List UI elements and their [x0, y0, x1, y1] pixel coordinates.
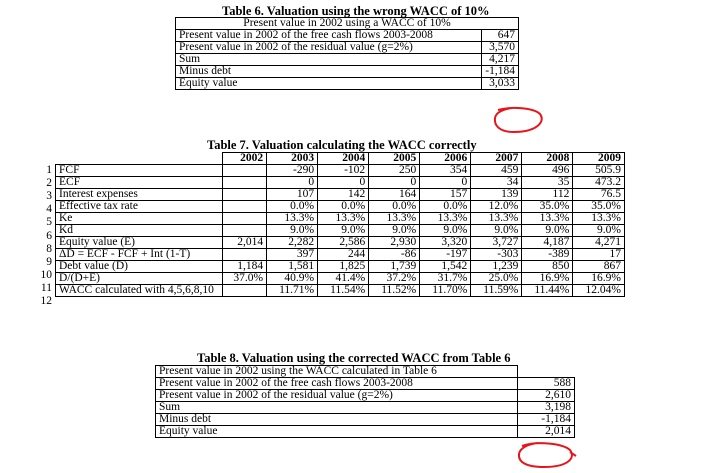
table-cell: 1,581 — [267, 261, 318, 273]
row-label: Equity value (E) — [56, 237, 223, 249]
row-number: 2 — [46, 177, 52, 190]
table-row — [156, 402, 575, 414]
table-cell: 0 — [318, 177, 369, 189]
table-row — [176, 66, 519, 78]
row-label: Present value in 2002 of the residual value (g=2%) — [156, 390, 518, 402]
table-row — [56, 189, 625, 201]
table-cell: 1,825 — [318, 261, 369, 273]
row-number: 12 — [40, 295, 52, 307]
table-row — [56, 213, 625, 225]
table-cell — [222, 213, 267, 225]
table-cell: 9.0% — [318, 225, 369, 237]
table-cell: 244 — [318, 249, 369, 261]
table-cell: 13.3% — [318, 213, 369, 225]
table-cell — [222, 285, 267, 297]
year-header: 2002 — [222, 153, 267, 165]
table-cell: 41.4% — [318, 273, 369, 285]
table-cell — [222, 201, 267, 213]
table-cell: 25.0% — [471, 273, 522, 285]
table-row — [176, 78, 519, 90]
table-cell: 13.3% — [573, 213, 625, 225]
table-cell: 9.0% — [471, 225, 522, 237]
row-label: Kd — [56, 225, 223, 237]
table-cell: 13.3% — [420, 213, 471, 225]
table7 — [55, 152, 625, 297]
table-cell: 35 — [522, 177, 573, 189]
table-row — [56, 177, 625, 189]
table-cell: 31.7% — [420, 273, 471, 285]
table-row — [156, 378, 575, 390]
table-cell — [222, 225, 267, 237]
row-label: Present value in 2002 of the free cash flows 2003-2008 — [176, 30, 482, 42]
table6 — [175, 17, 519, 90]
table-cell: -197 — [420, 249, 471, 261]
row-value: 4,217 — [482, 54, 519, 66]
table-row — [56, 273, 625, 285]
table-cell: 12.04% — [573, 285, 625, 297]
table-cell: 40.9% — [267, 273, 318, 285]
row-label: D/(D+E) — [56, 273, 223, 285]
row-label: Minus debt — [156, 414, 518, 426]
table-cell: 11.54% — [318, 285, 369, 297]
table-cell: 1,239 — [471, 261, 522, 273]
table-cell: 473.2 — [573, 177, 625, 189]
table-cell: 250 — [369, 165, 420, 177]
row-value: -1,184 — [482, 66, 519, 78]
table-cell: 11.52% — [369, 285, 420, 297]
table-cell: -290 — [267, 165, 318, 177]
table8-subtitle: Present value in 2002 using the WACC calculated in Table 6 — [156, 366, 518, 378]
year-header-row — [56, 153, 625, 165]
table-cell: 11.59% — [471, 285, 522, 297]
row-number: 11 — [40, 281, 52, 294]
table-cell: 505.9 — [573, 165, 625, 177]
table-row — [56, 237, 625, 249]
table-cell: 13.3% — [471, 213, 522, 225]
year-header: 2003 — [267, 153, 318, 165]
table-cell — [222, 189, 267, 201]
table6-subtitle: Present value in 2002 using a WACC of 10% — [176, 18, 519, 30]
year-header: 2004 — [318, 153, 369, 165]
table-cell: 12.0% — [471, 201, 522, 213]
table-cell: 9.0% — [369, 225, 420, 237]
row-label: Equity value — [176, 78, 482, 90]
table-cell: 13.3% — [369, 213, 420, 225]
table-cell — [222, 165, 267, 177]
table-cell: 4,187 — [522, 237, 573, 249]
table7-title: Table 7. Valuation calculating the WACC correctly — [207, 138, 477, 152]
row-value: 588 — [518, 378, 575, 390]
row-number: 10 — [40, 268, 52, 281]
table-cell: 0 — [267, 177, 318, 189]
year-header: 2005 — [369, 153, 420, 165]
table-cell: 3,727 — [471, 237, 522, 249]
table8-title: Table 8. Valuation using the corrected WACC from Table 6 — [197, 351, 511, 365]
table-row — [56, 249, 625, 261]
row-value: 3,198 — [518, 402, 575, 414]
row-label: Ke — [56, 213, 223, 225]
table-cell: 13.3% — [267, 213, 318, 225]
table-row — [56, 201, 625, 213]
table-cell: 76.5 — [573, 189, 625, 201]
table-row — [156, 414, 575, 426]
table-cell: 459 — [471, 165, 522, 177]
row-label: Minus debt — [176, 66, 482, 78]
row-label: FCF — [56, 165, 223, 177]
table-cell: -86 — [369, 249, 420, 261]
table-cell: 850 — [522, 261, 573, 273]
table6-title: Table 6. Valuation using the wrong WACC of 10% — [222, 4, 490, 18]
row-label: Interest expenses — [56, 189, 223, 201]
table-cell: 11.70% — [420, 285, 471, 297]
table-cell: 0.0% — [369, 201, 420, 213]
row-label: Present value in 2002 of the residual value (g=2%) — [176, 42, 482, 54]
row-value: 2,014 — [518, 426, 575, 438]
table-cell: 3,320 — [420, 237, 471, 249]
table-row — [56, 285, 625, 297]
row-value: 3,033 — [482, 78, 519, 90]
table-cell: 2,014 — [222, 237, 267, 249]
table-cell: 397 — [267, 249, 318, 261]
year-header: 2006 — [420, 153, 471, 165]
row-value: 647 — [482, 30, 519, 42]
table-cell: 496 — [522, 165, 573, 177]
annotation-circle-table8 — [514, 440, 584, 470]
row-number: 5 — [46, 216, 52, 229]
table-row — [176, 30, 519, 42]
table-cell: 0.0% — [267, 201, 318, 213]
table-cell: 16.9% — [522, 273, 573, 285]
table-cell: 9.0% — [522, 225, 573, 237]
year-header: 2007 — [471, 153, 522, 165]
row-number: 8 — [46, 242, 52, 255]
table-cell: 0.0% — [420, 201, 471, 213]
table-cell: 2,282 — [267, 237, 318, 249]
table-cell: -102 — [318, 165, 369, 177]
row-label: WACC calculated with 4,5,6,8,10 — [56, 285, 223, 297]
row-value: 3,570 — [482, 42, 519, 54]
table-row — [56, 261, 625, 273]
table-cell: -389 — [522, 249, 573, 261]
row-label: Equity value — [156, 426, 518, 438]
table-cell: 16.9% — [573, 273, 625, 285]
year-header: 2009 — [573, 153, 625, 165]
table-row — [156, 426, 575, 438]
table-cell: 9.0% — [573, 225, 625, 237]
table-cell: 9.0% — [267, 225, 318, 237]
row-label: Debt value (D) — [56, 261, 223, 273]
table-cell: -303 — [471, 249, 522, 261]
table-cell: 13.3% — [522, 213, 573, 225]
table-cell: 34 — [471, 177, 522, 189]
table-cell: 11.71% — [267, 285, 318, 297]
table-cell: 2,586 — [318, 237, 369, 249]
row-number: 6 — [46, 229, 52, 242]
row-value: -1,184 — [518, 414, 575, 426]
table-cell: 867 — [573, 261, 625, 273]
table-row — [176, 54, 519, 66]
row-number: 3 — [46, 190, 52, 203]
row-number: 4 — [46, 203, 52, 216]
table-cell: 35.0% — [573, 201, 625, 213]
table-cell: 37.2% — [369, 273, 420, 285]
table-cell: 0 — [369, 177, 420, 189]
table-cell: 11.44% — [522, 285, 573, 297]
table-cell: 1,542 — [420, 261, 471, 273]
row-label: ECF — [56, 177, 223, 189]
table-cell: 0.0% — [318, 201, 369, 213]
table-cell: 0 — [420, 177, 471, 189]
table-cell: 164 — [369, 189, 420, 201]
year-header: 2008 — [522, 153, 573, 165]
row-number: 9 — [46, 255, 52, 268]
table-cell: 17 — [573, 249, 625, 261]
table-cell: 157 — [420, 189, 471, 201]
table-cell: 112 — [522, 189, 573, 201]
table-cell: 142 — [318, 189, 369, 201]
table-cell — [222, 177, 267, 189]
table-cell: 9.0% — [420, 225, 471, 237]
row-label: Present value in 2002 of the free cash flows 2003-2008 — [156, 378, 518, 390]
row-label: ΔD = ECF - FCF + Int (1-T) — [56, 249, 223, 261]
table-cell: 354 — [420, 165, 471, 177]
table-cell: 1,184 — [222, 261, 267, 273]
table-cell: 139 — [471, 189, 522, 201]
row-label: Sum — [156, 402, 518, 414]
row-value: 2,610 — [518, 390, 575, 402]
table-cell: 2,930 — [369, 237, 420, 249]
table-row — [176, 42, 519, 54]
table8 — [155, 365, 575, 438]
table-cell: 35.0% — [522, 201, 573, 213]
row-label: Effective tax rate — [56, 201, 223, 213]
table-cell: 4,271 — [573, 237, 625, 249]
table-row — [156, 390, 575, 402]
table-row — [56, 165, 625, 177]
annotation-circle-table6 — [492, 104, 552, 134]
table-cell: 1,739 — [369, 261, 420, 273]
row-number: 1 — [46, 164, 52, 176]
table-cell — [222, 249, 267, 261]
table-row — [56, 225, 625, 237]
table-cell: 37.0% — [222, 273, 267, 285]
table-cell: 107 — [267, 189, 318, 201]
row-label: Sum — [176, 54, 482, 66]
